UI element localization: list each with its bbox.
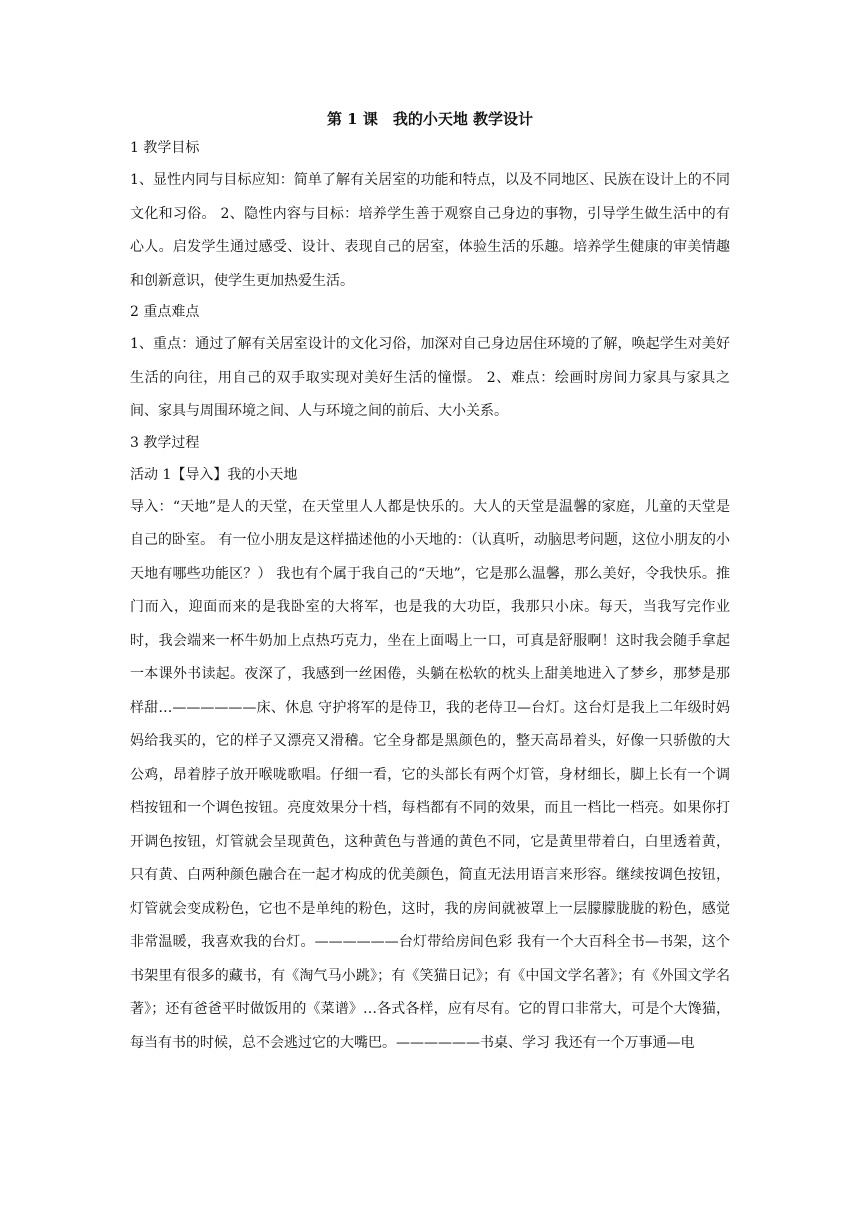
document-body (130, 108, 730, 1064)
paragraph-key-points: 1、重点：通过了解有关居室设计的文化习俗，加深对自己身边居住环境的了解，唤起学生对美好生活的向往，用自己的双手取实现对美好生活的憧憬。 2、难点：绘画时房间力家具与家具之间、家具与周围环境之间、人与环境之间的前后、大小关系。 (130, 336, 730, 419)
section-heading-key-points: 2 重点难点 (130, 304, 200, 320)
paragraph-teaching-goals: 1、显性内同与目标应知：简单了解有关居室的功能和特点，以及不同地区、民族在设计上的不同文化和习俗。 2、隐性内容与目标：培养学生善于观察自己身边的事物，引导学生做生活中的有心人。启发学生通过感受、设计、表现自己的居室，体验生活的乐趣。培养学生健康的审美情趣和创新意识，使学生更加热爱生活。 (130, 172, 730, 289)
paragraph-introduction: 导入：“天地”是人的天堂，在天堂里人人都是快乐的。大人的天堂是温馨的家庭，儿童的天堂是自己的卧室。 有一位小朋友是这样描述他的小天地的：（认真听，动脑思考问题，这位小朋友的小天地有哪些功能区？） 我也有个属于我自己的“天地”，它是那么温馨，那么美好，令我快乐。推门而入，迎面而来的是我卧室的大将军，也是我的大功臣，我那只小床。每天，当我写完作业时，我会端来一杯牛奶加上点热巧克力，坐在上面喝上一口，可真是舒服啊！这时我会随手拿起一本课外书读起。夜深了，我感到一丝困倦，头躺在松软的枕头上甜美地进入了梦乡，那梦是那样甜…——————床、休息 守护将军的是侍卫，我的老侍卫—台灯。这台灯是我上二年级时妈妈给我买的，它的样子又漂亮又滑稽。它全身都是黑颜色的，整天高昂着头，好像一只骄傲的大公鸡，昂着脖子放开喉咙歌唱。仔细一看，它的头部长有两个灯管，身材细长，脚上长有一个调档按钮和一个调色按钮。亮度效果分十档，每档都有不同的效果，而且一档比一档亮。如果你打开调色按钮，灯管就会呈现黄色，这种黄色与普通的黄色不同，它是黄里带着白，白里透着黄，只有黄、白两种颜色融合在一起才构成的优美颜色，简直无法用语言来形容。继续按调色按钮，灯管就会变成粉色，它也不是单纯的粉色，这时，我的房间就被罩上一层朦朦胧胧的粉色，感觉非常温暖，我喜欢我的台灯。——————台灯带给房间色彩 我有一个大百科全书—书架，这个书架里有很多的藏书，有《淘气马小跳》；有《笑猫日记》；有《中国文学名著》；有《外国文学名著》；还有爸爸平时做饭用的《菜谱》…各式各样，应有尽有。它的胃口非常大，可是个大馋猫，每当有书的时候，总不会逃过它的大嘴巴。——————书桌、学习 我还有一个万事通—电 (130, 498, 730, 1051)
activity-heading: 活动 1【导入】我的小天地 (130, 466, 298, 483)
section-heading-teaching-goals: 1 教学目标 (130, 140, 200, 156)
page-title: 第 1 课 我的小天地 教学设计 (326, 110, 534, 128)
section-heading-teaching-process: 3 教学过程 (130, 434, 200, 451)
